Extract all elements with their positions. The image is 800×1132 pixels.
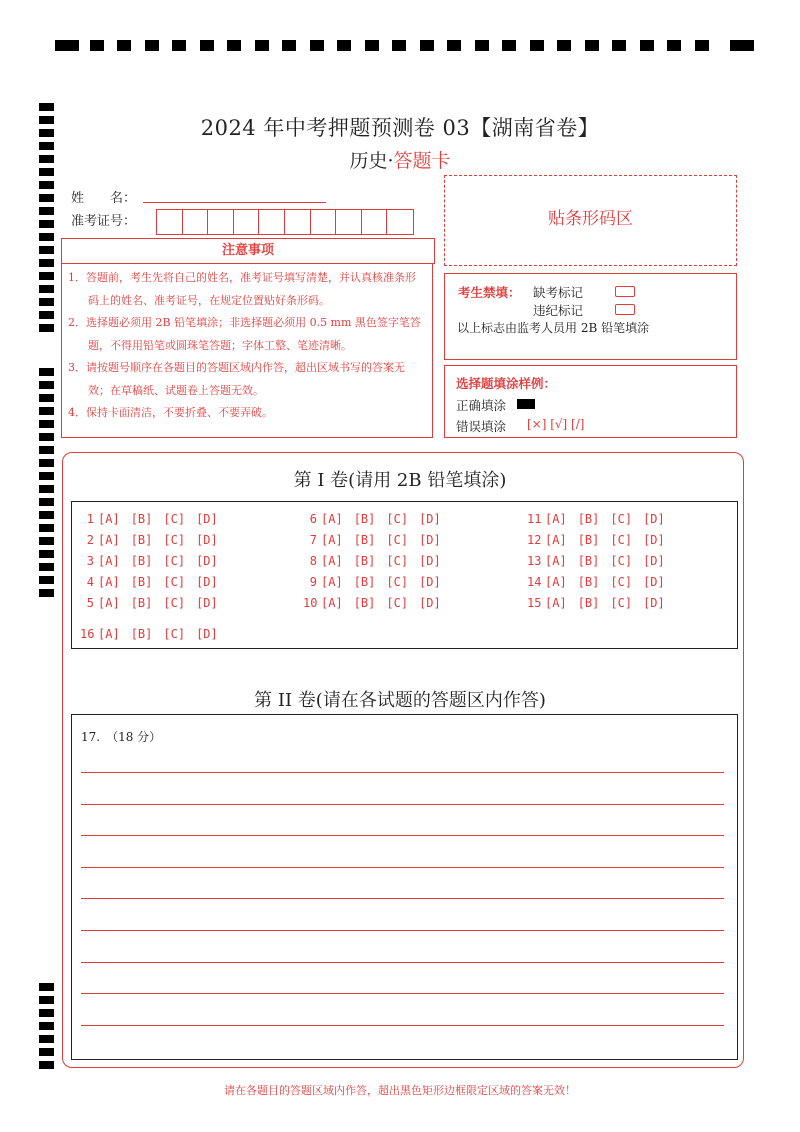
answer-option[interactable]: [C] xyxy=(610,575,633,589)
question-number: 10 xyxy=(303,596,318,610)
question-number: 11 xyxy=(527,512,542,526)
timing-mark xyxy=(55,40,79,51)
timing-mark xyxy=(475,40,489,51)
question-row xyxy=(303,533,452,547)
answer-option[interactable]: [B] xyxy=(577,554,600,568)
answer-option[interactable]: [D] xyxy=(419,575,441,589)
answer-option[interactable]: [A] xyxy=(98,596,120,610)
answer-line[interactable] xyxy=(81,898,724,899)
answer-option[interactable]: [A] xyxy=(545,533,567,547)
answer-option[interactable]: [B] xyxy=(577,575,600,589)
timing-mark xyxy=(447,40,461,51)
timing-mark xyxy=(612,40,626,51)
timing-mark xyxy=(39,576,54,584)
answer-option[interactable]: [C] xyxy=(386,554,409,568)
forbid-section xyxy=(444,273,737,360)
timing-mark xyxy=(310,40,324,51)
part1-title: 第 I 卷(请用 2B 铅笔填涂) xyxy=(293,470,507,491)
timing-mark xyxy=(227,40,241,51)
answer-option[interactable]: [B] xyxy=(130,627,153,641)
part2-title: 第 II 卷(请在各试题的答题区内作答) xyxy=(254,690,546,711)
question-number: 9 xyxy=(309,575,317,589)
answer-option[interactable]: [A] xyxy=(321,512,343,526)
question-row xyxy=(80,596,229,610)
wrong-fill-marks: [×] [√] [/] xyxy=(527,417,585,431)
forbid-label: 考生禁填： xyxy=(458,285,521,300)
answer-line[interactable] xyxy=(81,962,724,963)
notice-item: 2．选择题必须用 2B 铅笔填涂；非选择题必须用 0.5 mm 黑色签字笔答题，不得用铅笔或圆珠笔答题；字体工整、笔迹清晰。 xyxy=(68,316,421,352)
barcode-area: 贴条形码区 xyxy=(444,175,737,266)
question-number: 6 xyxy=(309,512,317,526)
question-row xyxy=(303,554,452,568)
notice-title: 注意事项 xyxy=(61,238,435,264)
notice-item: 1．答题前，考生先将自己的姓名，准考证号填写清楚，并认真核准条形码上的姓名、准考证号，在规定位置贴好条形码。 xyxy=(68,271,416,307)
answer-option[interactable]: [B] xyxy=(130,575,153,589)
forbid-note: 以上标志由监考人员用 2B 铅笔填涂 xyxy=(457,321,650,335)
page-subtitle xyxy=(0,146,800,173)
violation-mark-box[interactable] xyxy=(615,304,635,315)
answer-option[interactable]: [D] xyxy=(643,533,665,547)
timing-mark xyxy=(39,537,54,545)
timing-mark xyxy=(730,40,754,51)
answer-option[interactable]: [D] xyxy=(196,533,218,547)
answer-option[interactable]: [C] xyxy=(386,596,409,610)
question-row xyxy=(527,554,676,568)
timing-mark xyxy=(39,420,54,428)
timing-mark xyxy=(39,996,54,1004)
answer-option[interactable]: [D] xyxy=(196,575,218,589)
answer-option[interactable]: [A] xyxy=(545,512,567,526)
timing-mark xyxy=(39,1048,54,1056)
notice-list xyxy=(61,263,433,438)
timing-mark xyxy=(90,40,104,51)
timing-mark xyxy=(145,40,159,51)
question-number: 15 xyxy=(527,596,542,610)
answer-option[interactable]: [A] xyxy=(545,596,567,610)
question-number: 5 xyxy=(86,596,94,610)
question-row xyxy=(80,575,229,589)
question-row xyxy=(527,575,676,589)
answer-option[interactable]: [C] xyxy=(163,575,186,589)
answer-option[interactable]: [A] xyxy=(321,575,343,589)
answer-option[interactable]: [B] xyxy=(130,533,153,547)
timing-mark xyxy=(39,1022,54,1030)
timing-mark xyxy=(39,246,54,254)
timing-mark xyxy=(39,498,54,506)
answer-option[interactable]: [C] xyxy=(163,533,186,547)
answer-option[interactable]: [D] xyxy=(196,512,218,526)
timing-mark xyxy=(667,40,681,51)
timing-mark xyxy=(530,40,544,51)
timing-mark xyxy=(39,220,54,228)
timing-mark xyxy=(585,40,599,51)
answer-option[interactable]: [A] xyxy=(321,533,343,547)
answer-option[interactable]: [C] xyxy=(386,575,409,589)
answer-option[interactable]: [C] xyxy=(163,627,186,641)
timing-mark xyxy=(200,40,214,51)
timing-mark xyxy=(39,1035,54,1043)
correct-fill-mark xyxy=(517,399,535,409)
answer-option[interactable]: [B] xyxy=(577,533,600,547)
timing-mark xyxy=(117,40,131,51)
question-number: 16 xyxy=(80,627,95,641)
answer-option[interactable]: [B] xyxy=(353,596,376,610)
answer-option[interactable]: [D] xyxy=(196,554,218,568)
answer-option[interactable]: [B] xyxy=(130,596,153,610)
timing-mark xyxy=(39,524,54,532)
question-row xyxy=(80,512,229,526)
timing-mark xyxy=(365,40,379,51)
answer-option[interactable]: [D] xyxy=(643,596,665,610)
answer-option[interactable]: [A] xyxy=(321,554,343,568)
answer-option[interactable]: [C] xyxy=(610,554,633,568)
answer-option[interactable]: [C] xyxy=(386,512,409,526)
answer-option[interactable]: [B] xyxy=(353,575,376,589)
timing-mark xyxy=(39,1061,54,1069)
answer-card-label: 答题卡 xyxy=(393,150,451,172)
answer-option[interactable]: [D] xyxy=(196,596,218,610)
answer-option[interactable]: [D] xyxy=(643,554,665,568)
answer-option[interactable]: [A] xyxy=(98,575,120,589)
timing-mark xyxy=(39,285,54,293)
timing-mark xyxy=(172,40,186,51)
answer-option[interactable]: [B] xyxy=(353,554,376,568)
answer-line[interactable] xyxy=(81,930,724,931)
timing-mark xyxy=(39,272,54,280)
answer-option[interactable]: [D] xyxy=(419,554,441,568)
answer-option[interactable]: [D] xyxy=(643,512,665,526)
question-number: 14 xyxy=(527,575,542,589)
timing-mark xyxy=(39,983,54,991)
question-17-label: 17. （18 分） xyxy=(81,730,162,744)
question-number: 7 xyxy=(309,533,317,547)
question-row xyxy=(80,533,229,547)
answer-option[interactable]: [C] xyxy=(610,512,633,526)
question-row xyxy=(527,533,676,547)
name-label: 姓 名： xyxy=(71,191,137,206)
answer-option[interactable]: [A] xyxy=(98,533,120,547)
timing-mark xyxy=(39,298,54,306)
answer-line[interactable] xyxy=(81,804,724,805)
timing-mark xyxy=(337,40,351,51)
timing-mark xyxy=(39,407,54,415)
timing-mark xyxy=(39,181,54,189)
answer-option[interactable]: [A] xyxy=(98,627,120,641)
question-number: 2 xyxy=(86,533,94,547)
answer-option[interactable]: [A] xyxy=(545,554,567,568)
timing-mark xyxy=(255,40,269,51)
answer-line[interactable] xyxy=(81,1025,724,1026)
timing-mark xyxy=(39,511,54,519)
answer-option[interactable]: [C] xyxy=(163,512,186,526)
answer-option[interactable]: [B] xyxy=(577,596,600,610)
timing-mark xyxy=(695,40,709,51)
timing-mark xyxy=(420,40,434,51)
question-number: 8 xyxy=(309,554,317,568)
question-row xyxy=(527,512,676,526)
answer-option[interactable]: [A] xyxy=(98,512,120,526)
notice-item: 4．保持卡面清洁，不要折叠、不要弄破。 xyxy=(68,406,273,419)
timing-mark xyxy=(39,394,54,402)
answer-option[interactable]: [A] xyxy=(321,596,343,610)
sample-title: 选择题填涂样例： xyxy=(456,376,557,391)
fill-sample-section xyxy=(444,365,737,438)
answer-line[interactable] xyxy=(81,835,724,836)
timing-mark xyxy=(39,446,54,454)
violation-mark-label: 违纪标记 xyxy=(533,303,584,318)
question-number: 13 xyxy=(527,554,542,568)
answer-line[interactable] xyxy=(81,867,724,868)
answer-option[interactable]: [A] xyxy=(545,575,567,589)
timing-mark xyxy=(557,40,571,51)
notice-item: 3．请按题号顺序在各题目的答题区域内作答，超出区域书写的答案无效；在草稿纸、试题卷上答题无效。 xyxy=(68,361,405,397)
answer-option[interactable]: [C] xyxy=(610,596,633,610)
answer-option[interactable]: [C] xyxy=(163,596,186,610)
timing-mark xyxy=(39,311,54,319)
answer-option[interactable]: [D] xyxy=(643,575,665,589)
answer-option[interactable]: [A] xyxy=(98,554,120,568)
name-field[interactable] xyxy=(143,201,326,203)
answer-option[interactable]: [C] xyxy=(610,533,633,547)
question-number: 1 xyxy=(86,512,94,526)
answer-option[interactable]: [D] xyxy=(196,627,218,641)
timing-mark xyxy=(39,381,54,389)
timing-mark xyxy=(282,40,296,51)
answer-line[interactable] xyxy=(81,993,724,994)
answer-option[interactable]: [C] xyxy=(163,554,186,568)
timing-mark xyxy=(39,563,54,571)
timing-mark xyxy=(39,589,54,597)
exam-number-label: 准考证号： xyxy=(71,214,137,229)
answer-line[interactable] xyxy=(81,772,724,773)
question-row xyxy=(80,627,229,641)
timing-mark xyxy=(39,550,54,558)
timing-mark xyxy=(39,233,54,241)
answer-option[interactable]: [B] xyxy=(353,512,376,526)
subject-label: 历史· xyxy=(349,150,394,172)
question-row xyxy=(303,512,452,526)
answer-option[interactable]: [D] xyxy=(419,533,441,547)
page-title: 2024 年中考押题预测卷 03【湖南省卷】 xyxy=(200,116,600,140)
footer-warning: 请在各题目的答题区域内作答，超出黑色矩形边框限定区域的答案无效！ xyxy=(224,1084,576,1097)
timing-mark xyxy=(39,259,54,267)
absent-mark-box[interactable] xyxy=(615,286,635,297)
question-row xyxy=(80,554,229,568)
answer-option[interactable]: [B] xyxy=(130,554,153,568)
timing-mark xyxy=(39,207,54,215)
question-row xyxy=(303,575,452,589)
question-row xyxy=(303,596,452,610)
open-answer-box xyxy=(71,714,738,1060)
answer-option[interactable]: [B] xyxy=(130,512,153,526)
answer-option[interactable]: [D] xyxy=(419,596,441,610)
timing-mark xyxy=(39,324,54,332)
answer-option[interactable]: [C] xyxy=(386,533,409,547)
question-number: 3 xyxy=(86,554,94,568)
question-row xyxy=(527,596,676,610)
wrong-fill-label: 错误填涂 xyxy=(456,419,507,434)
answer-option[interactable]: [D] xyxy=(419,512,441,526)
timing-mark xyxy=(39,103,54,111)
timing-mark xyxy=(392,40,406,51)
timing-mark xyxy=(640,40,654,51)
timing-mark xyxy=(39,194,54,202)
answer-option[interactable]: [B] xyxy=(577,512,600,526)
correct-fill-label: 正确填涂 xyxy=(456,398,507,413)
absent-mark-label: 缺考标记 xyxy=(533,285,584,300)
question-number: 12 xyxy=(527,533,542,547)
timing-mark xyxy=(39,1009,54,1017)
timing-mark xyxy=(502,40,516,51)
question-number: 4 xyxy=(86,575,94,589)
answer-option[interactable]: [B] xyxy=(353,533,376,547)
timing-mark xyxy=(39,368,54,376)
timing-mark xyxy=(39,433,54,441)
exam-number-boxes[interactable] xyxy=(156,209,414,235)
